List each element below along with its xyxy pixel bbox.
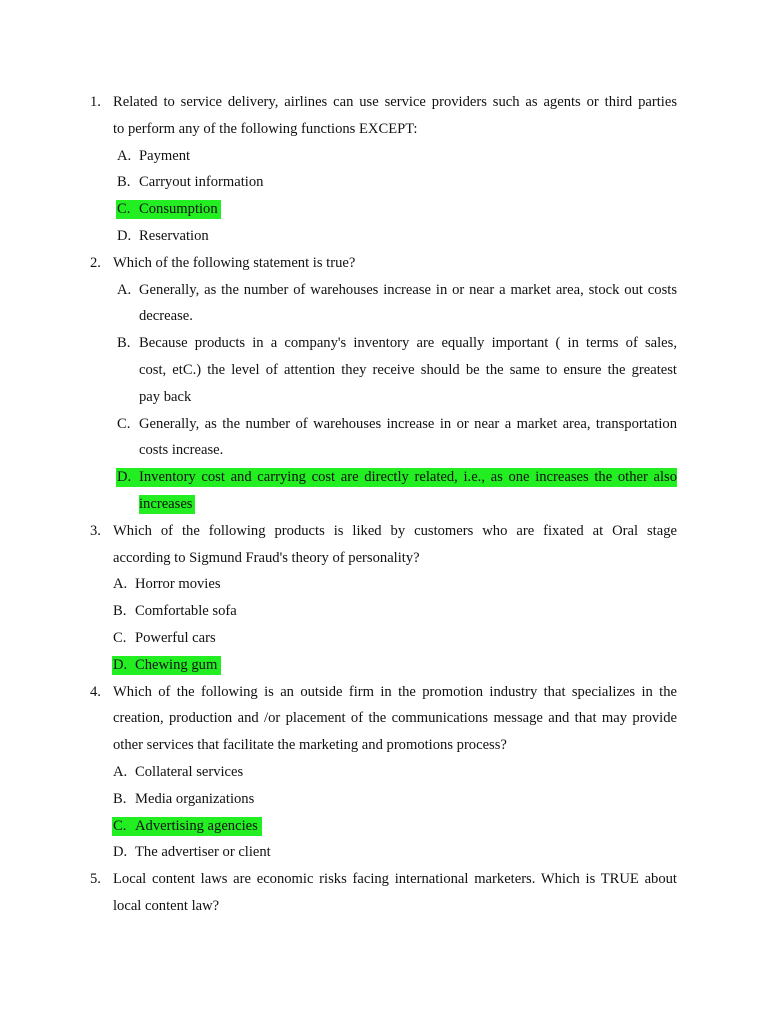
option-text: Inventory cost and carrying cost are directly related, i.e., as one increases the other also: [139, 469, 677, 486]
question-text-line: [0, 732, 768, 759]
option-item: [0, 759, 768, 786]
question-number: 5.: [90, 871, 101, 888]
option-text: increases: [139, 495, 193, 512]
option-text: pay back: [139, 388, 192, 405]
option-text: Generally, as the number of warehouses increase in or near a market area, transportation: [139, 415, 677, 432]
option-item-highlighted: [0, 464, 768, 491]
option-letter: A.: [117, 281, 132, 298]
option-text: decrease.: [139, 308, 193, 325]
option-letter: A.: [117, 147, 132, 164]
question-1: [0, 89, 768, 116]
question-text: Which of the following is an outside firm in the promotion industry that specializes in the: [113, 683, 677, 700]
question-number: 3.: [90, 522, 101, 539]
question-text: according to Sigmund Fraud's theory of personality?: [113, 549, 420, 566]
option-item: [0, 143, 768, 170]
question-text: Which of the following statement is true?: [113, 254, 356, 271]
question-text: Local content laws are economic risks facing international marketers. Which is TRUE about: [113, 871, 677, 888]
option-letter: D.: [117, 227, 132, 244]
option-text: Carryout information: [139, 174, 264, 191]
option-item: [0, 411, 768, 438]
option-letter: C.: [117, 201, 131, 218]
question-3: [0, 518, 768, 545]
question-text-line: [0, 116, 768, 143]
question-text-line: [0, 545, 768, 572]
option-text-line: [0, 384, 768, 411]
option-text: Chewing gum: [135, 656, 218, 673]
option-text-line-highlighted: [0, 491, 768, 518]
question-number: 2.: [90, 254, 101, 271]
option-item: [0, 839, 768, 866]
option-text: Generally, as the number of warehouses increase in or near a market area, stock out costs: [139, 281, 677, 298]
question-number: 1.: [90, 94, 101, 110]
option-text-line: [0, 303, 768, 330]
option-text: Advertising agencies: [135, 817, 258, 834]
question-text: local content law?: [113, 897, 220, 914]
option-text: Reservation: [139, 227, 209, 244]
option-text: Payment: [139, 147, 191, 164]
option-letter: D.: [113, 844, 128, 861]
document-page: [0, 89, 768, 920]
option-item: [0, 330, 768, 357]
question-text-line: [0, 705, 768, 732]
option-item: [0, 625, 768, 652]
option-text: Powerful cars: [135, 629, 216, 646]
question-text: Which of the following products is liked by customers who are fixated at Oral stage: [113, 522, 677, 539]
question-text: other services that facilitate the marketing and promotions process?: [113, 737, 507, 754]
option-item: [0, 223, 768, 250]
option-letter: B.: [113, 790, 127, 807]
option-item-highlighted: [0, 196, 768, 223]
option-text: Collateral services: [135, 763, 244, 780]
option-item: [0, 571, 768, 598]
option-letter: C.: [117, 415, 131, 432]
option-letter: D.: [117, 469, 132, 486]
question-text: creation, production and /or placement of the communications message and that may provide: [113, 710, 677, 727]
option-letter: B.: [113, 603, 127, 620]
option-text: costs increase.: [139, 442, 224, 459]
question-number: 4.: [90, 683, 101, 700]
question-text: Related to service delivery, airlines can use service providers such as agents or third parties: [113, 94, 677, 110]
option-text: cost, etC.) the level of attention they receive should be the same to ensure the greatest: [139, 361, 677, 378]
option-letter: B.: [117, 335, 131, 352]
question-4: [0, 679, 768, 706]
option-item: [0, 786, 768, 813]
option-letter: C.: [113, 817, 127, 834]
option-text: Because products in a company's inventory are equally important ( in terms of sales,: [139, 335, 677, 352]
option-text: Consumption: [139, 201, 218, 218]
option-text: Media organizations: [135, 790, 255, 807]
option-item-highlighted: [0, 652, 768, 679]
option-letter: C.: [113, 629, 127, 646]
option-letter: B.: [117, 174, 131, 191]
option-text: Comfortable sofa: [135, 603, 237, 620]
option-letter: A.: [113, 576, 128, 593]
option-item: [0, 598, 768, 625]
option-text: The advertiser or client: [135, 844, 271, 861]
question-5: [0, 866, 768, 893]
option-item: [0, 169, 768, 196]
option-text: Horror movies: [135, 576, 221, 593]
option-item-highlighted: [0, 813, 768, 840]
question-2: [0, 250, 768, 277]
option-item: [0, 277, 768, 304]
question-text: to perform any of the following functions EXCEPT:: [113, 120, 418, 137]
option-text-line: [0, 437, 768, 464]
option-text-line: [0, 357, 768, 384]
option-letter: D.: [113, 656, 128, 673]
option-letter: A.: [113, 763, 128, 780]
question-text-line: [0, 893, 768, 920]
